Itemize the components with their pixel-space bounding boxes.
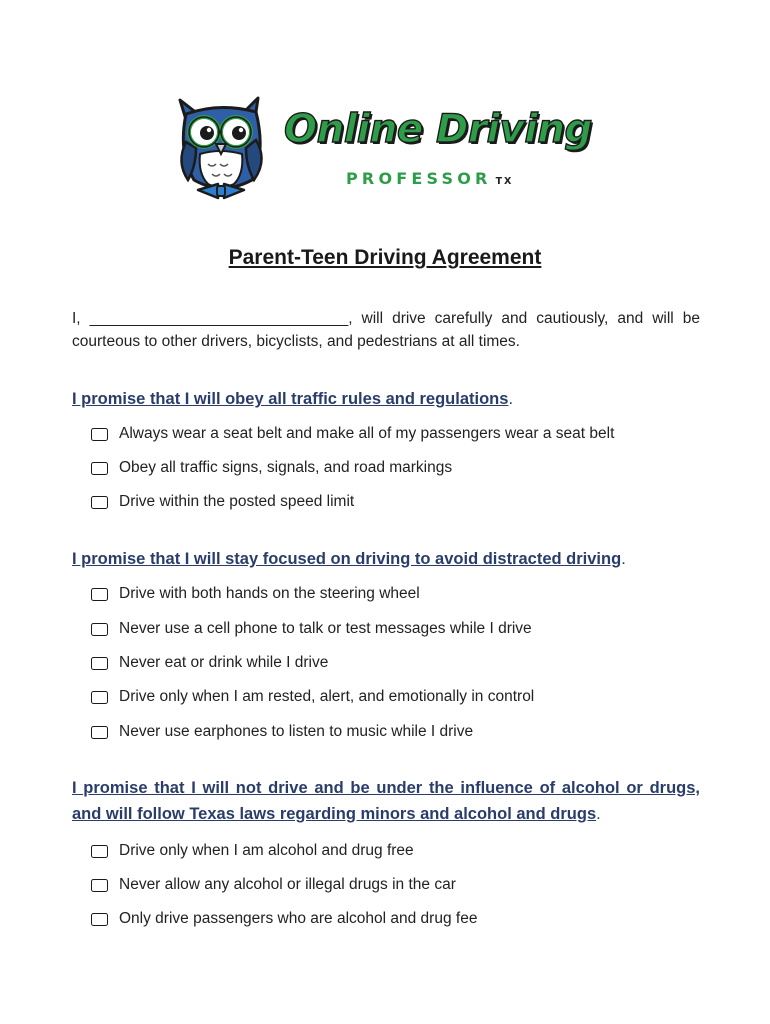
- checklist-item: [91, 687, 534, 707]
- checkbox[interactable]: [91, 496, 108, 509]
- checklist-item: [91, 722, 473, 742]
- checklist-item: [91, 875, 456, 895]
- checkbox[interactable]: [91, 913, 108, 926]
- checklist-item-label: Never use a cell phone to talk or test messages while I drive: [119, 620, 532, 637]
- checklist-item-label: Never allow any alcohol or illegal drugs in the car: [119, 876, 456, 893]
- section-heading-text: I promise that I will not drive and be under the influence of alcohol or drugs, and will follow Texas laws regarding minors and alcohol and drugs: [72, 779, 700, 823]
- brand-name: Online Driving: [284, 107, 592, 152]
- checklist-item-label: Never use earphones to listen to music while I drive: [119, 723, 474, 740]
- checkbox[interactable]: [91, 657, 108, 670]
- checkbox[interactable]: [91, 726, 108, 739]
- owl-mascot-icon: [172, 92, 272, 204]
- checklist-item: [91, 909, 477, 929]
- brand-region: TX: [495, 176, 514, 187]
- checkbox[interactable]: [91, 623, 108, 636]
- heading-period: .: [508, 390, 514, 408]
- intro-paragraph: I, ______________________________, will drive carefully and cautiously, and will be courteous to other drivers, bicyclists, and pedestrians at all times.: [72, 310, 700, 350]
- checklist-item-label: Never eat or drink while I drive: [119, 654, 329, 671]
- checklist-item-label: Only drive passengers who are alcohol and drug fee: [119, 910, 478, 927]
- section-heading-alcohol-drugs: [72, 775, 700, 827]
- checkbox[interactable]: [91, 879, 108, 892]
- checkbox[interactable]: [91, 845, 108, 858]
- checklist-item-label: Always wear a seat belt and make all of my passengers wear a seat belt: [119, 425, 615, 442]
- heading-period: .: [621, 550, 626, 568]
- checklist-item: [91, 653, 328, 673]
- checklist-item-label: Drive within the posted speed limit: [119, 493, 355, 510]
- section-heading-text: I promise that I will obey all traffic rules and regulations: [72, 390, 509, 408]
- brand-subtitle: [346, 171, 513, 187]
- checkbox[interactable]: [91, 462, 108, 475]
- brand-sub-text: PROFESSOR: [346, 169, 492, 188]
- checklist-item-label: Drive only when I am alcohol and drug free: [119, 842, 414, 859]
- checklist-item: [91, 619, 532, 639]
- checklist-item: [91, 424, 614, 444]
- checklist-item: [91, 492, 354, 512]
- heading-period: .: [596, 805, 601, 823]
- checklist-item-label: Drive only when I am rested, alert, and emotionally in control: [119, 688, 535, 705]
- checklist-item-label: Obey all traffic signs, signals, and road markings: [119, 459, 453, 476]
- checklist-item: [91, 584, 420, 604]
- section-heading-distracted-driving: [72, 546, 700, 572]
- checkbox[interactable]: [91, 428, 108, 441]
- checklist-item-label: Drive with both hands on the steering wheel: [119, 585, 420, 602]
- checkbox[interactable]: [91, 691, 108, 704]
- checklist-item: [91, 841, 414, 861]
- checkbox[interactable]: [91, 588, 108, 601]
- checklist-item: [91, 458, 452, 478]
- document-title: Parent-Teen Driving Agreement: [228, 246, 542, 269]
- section-heading-traffic-rules: [72, 386, 700, 412]
- section-heading-text: I promise that I will stay focused on driving to avoid distracted driving: [72, 550, 622, 568]
